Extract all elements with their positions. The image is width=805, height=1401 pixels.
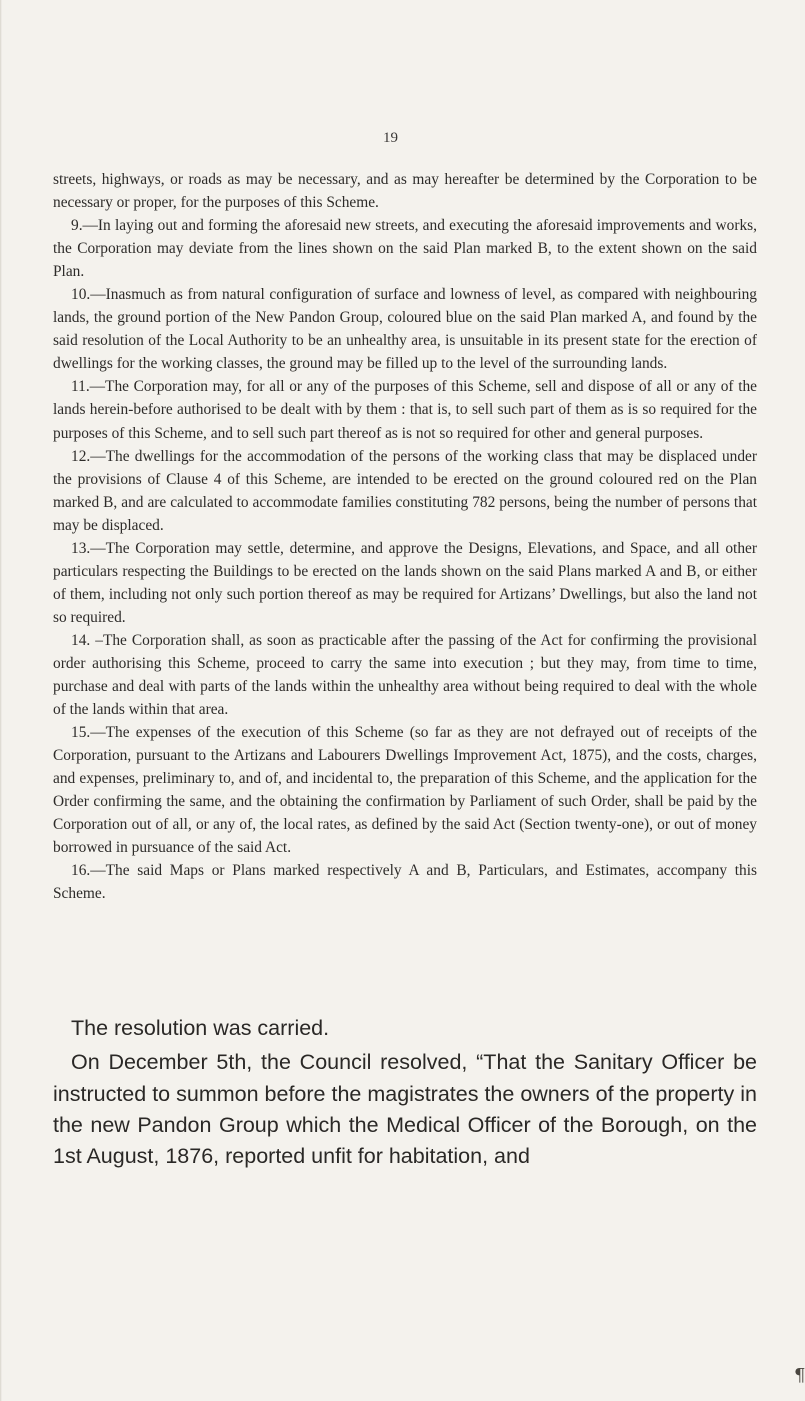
clause-9: 9.—In laying out and forming the aforesaid new streets, and executing the aforesaid improvements and works, the Corporation may deviate from the lines shown on the said Plan marked B, to the extent shown on the said Plan.: [53, 217, 757, 281]
clause-16: 16.—The said Maps or Plans marked respectively A and B, Particulars, and Estimates, accompany this Scheme.: [53, 862, 757, 903]
resolution-section: [53, 1013, 757, 1172]
clause-11: 11.—The Corporation may, for all or any of the purposes of this Scheme, sell and dispose of all or any of the lands herein-before authorised to be dealt with by them : that is, to sell such part of them as is so required for the purposes of this Scheme, and to sell such part thereof as is not so required for other and general purposes.: [53, 378, 757, 442]
resolution-heading: The resolution was carried.: [71, 1016, 330, 1040]
paragraph-continuation: streets, highways, or roads as may be necessary, and as may hereafter be determined by the Corporation to be necessary or proper, for the purposes of this Scheme.: [53, 171, 757, 212]
page-edge-shadow: [0, 0, 2, 1401]
clause-14: 14. –The Corporation shall, as soon as practicable after the passing of the Act for confirming the provisional order authorising this Scheme, proceed to carry the same into execution ; but they may, from time to time, purchase and deal with parts of the lands within the unhealthy area without being required to deal with the whole of the lands within that area.: [53, 631, 757, 719]
clause-10: 10.—Inasmuch as from natural configuration of surface and lowness of level, as compared with neighbouring lands, the ground portion of the New Pandon Group, coloured blue on the said Plan marked A, and found by the said resolution of the Local Authority to be an unhealthy area, is unsuitable in its present state for the erection of dwellings for the working classes, the ground may be filled up to the level of the surrounding lands.: [53, 286, 757, 373]
scheme-clauses: [53, 168, 757, 906]
page-number: 19: [383, 130, 398, 146]
resolution-text: On December 5th, the Council resolved, “That the Sanitary Officer be instructed to summon before the magistrates the owners of the property in the new Pandon Group which the Medical Officer of the Borough, on the 1st August, 1876, reported unfit for habitation, and: [53, 1050, 757, 1169]
clause-15: 15.—The expenses of the execution of this Scheme (so far as they are not defrayed out of receipts of the Corporation, pursuant to the Artizans and Labourers Dwellings Improvement Act, 1875), and the costs, charges, and expenses, preliminary to, and of, and incidental to, the preparation of this Scheme, and the application for the Order confirming the same, and the obtaining the confirmation by Parliament of such Order, shall be paid by the Corporation out of all, or any of, the local rates, as defined by the said Act (Section twenty-one), or out of money borrowed in pursuance of the said Act.: [53, 724, 757, 857]
clause-13: 13.—The Corporation may settle, determine, and approve the Designs, Elevations, and Space, and all other particulars respecting the Buildings to be erected on the lands shown on the said Plans marked A and B, or either of them, including not only such portion thereof as may be required for Artizans’ Dwellings, but also the land not so required.: [53, 539, 757, 626]
clause-12: 12.—The dwellings for the accommodation of the persons of the working class that may be displaced under the provisions of Clause 4 of this Scheme, are intended to be erected on the ground coloured red on the Plan marked B, and are calculated to accommodate families constituting 782 persons, being the number of persons that may be displaced.: [53, 447, 757, 534]
margin-mark: ¶: [794, 1365, 805, 1386]
